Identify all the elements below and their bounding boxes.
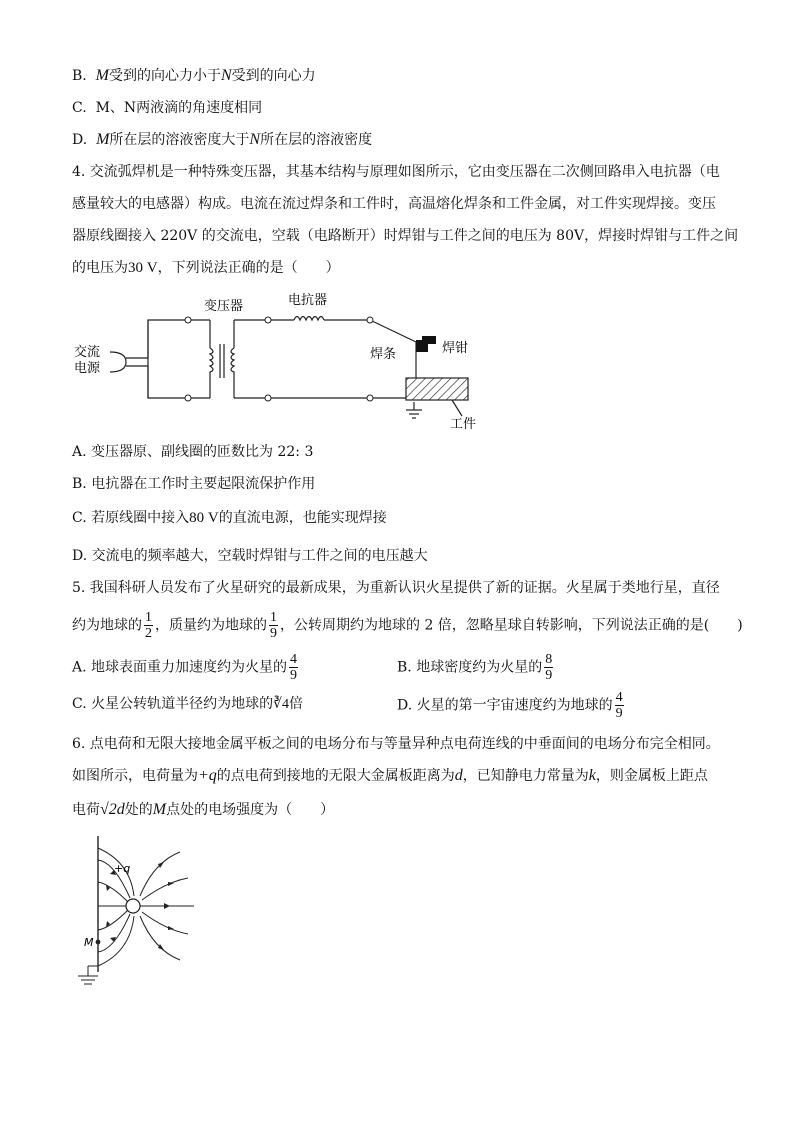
q6-stem-line3: 电荷√2d处的M点处的电场强度为（ ）	[72, 801, 335, 818]
primary-coil	[210, 348, 213, 374]
q6-stem-line2: 如图所示，电荷量为+q的点电荷到接地的无限大金属板距离为d，已知静电力常量为k，则金属板上距点	[72, 767, 708, 784]
q4-stem-line1: 4. 交流弧焊机是一种特殊变压器，其基本结构与原理如图所示，它由变压器在二次侧回路串入电抗器（电	[72, 164, 720, 180]
q3-option-b: B. M受到的向心力小于N受到的向心力	[72, 67, 316, 84]
secondary-coil	[231, 348, 234, 374]
q4-stem-line2: 感量较大的电感器）构成。电流在流过焊条和工件时，高温熔化焊条和工件金属，对工件实现焊接。变压	[72, 196, 716, 212]
primary-wire	[148, 320, 188, 398]
point-m	[96, 940, 101, 945]
reactor-coil	[294, 317, 324, 321]
q4-option-c: C. 若原线圈中接入80 V的直流电源，也能实现焊接	[72, 510, 387, 526]
svg-text:+q: +q	[114, 862, 131, 875]
q4-stem-line3: 器原线圈接入 220V 的交流电，空载（电路断开）时焊钳与工件之间的电压为 80V，焊接时焊钳与工件之间	[72, 228, 739, 244]
q3-option-c: C. M、N两液滴的角速度相同	[72, 100, 263, 116]
q4-option-d: D. 交流电的频率越大，空载时焊钳与工件之间的电压越大	[72, 548, 428, 564]
svg-text:焊钳: 焊钳	[442, 341, 469, 356]
q6-stem-line1: 6. 点电荷和无限大接地金属平板之间的电场分布与等量异种点电荷连线的中垂面间的电场分布完全相同。	[72, 736, 720, 752]
svg-text:M: M	[84, 936, 94, 949]
q4-stem-line4: 的电压为30 V，下列说法正确的是（ ）	[72, 260, 340, 276]
point-charge	[126, 899, 140, 913]
q5-option-a: A. 地球表面重力加速度约为火星的 $\frac{4}{9}$	[72, 652, 298, 683]
workpiece	[406, 378, 468, 400]
q4-option-a: A. 变压器原、副线圈的匝数比为 22: 3	[72, 444, 314, 460]
fraction-one-half: $\frac{1}{2}$	[145, 610, 152, 641]
svg-text:变压器: 变压器	[204, 299, 244, 314]
q5-option-c: C. 火星公转轨道半径约为地球的∛4倍	[72, 696, 304, 712]
svg-text:电源: 电源	[74, 361, 101, 376]
q5-stem-line1: 5. 我国科研人员发布了火星研究的最新成果，为重新认识火星提供了新的证据。火星属于类地行星，直径	[72, 580, 720, 596]
svg-text:焊条: 焊条	[370, 347, 397, 362]
q4-option-b: B. 电抗器在工作时主要起限流保护作用	[72, 476, 316, 492]
welder-circuit-diagram	[70, 292, 490, 432]
fraction-one-ninth: $\frac{1}{9}$	[270, 610, 277, 641]
source-plug	[110, 352, 126, 372]
q3-option-d: D. M所在层的溶液密度大于N所在层的溶液密度	[72, 131, 373, 148]
q5-option-d: D. 火星的第一宇宙速度约为地球的 $\frac{4}{9}$	[397, 690, 623, 721]
svg-text:电抗器: 电抗器	[288, 293, 328, 308]
q5-stem-line2: 约为地球的 $\frac{1}{2}$ ，质量约为地球的 $\frac{1}{9}$ ，公转周期约为地球的 2 倍，忽略星球自转影响，下列说法正确的是( )	[72, 610, 743, 641]
svg-text:工件: 工件	[450, 417, 477, 432]
q5-option-b: B. 地球密度约为火星的 $\frac{8}{9}$	[397, 652, 553, 683]
field-line-diagram	[70, 832, 200, 992]
svg-text:交流: 交流	[74, 345, 101, 360]
